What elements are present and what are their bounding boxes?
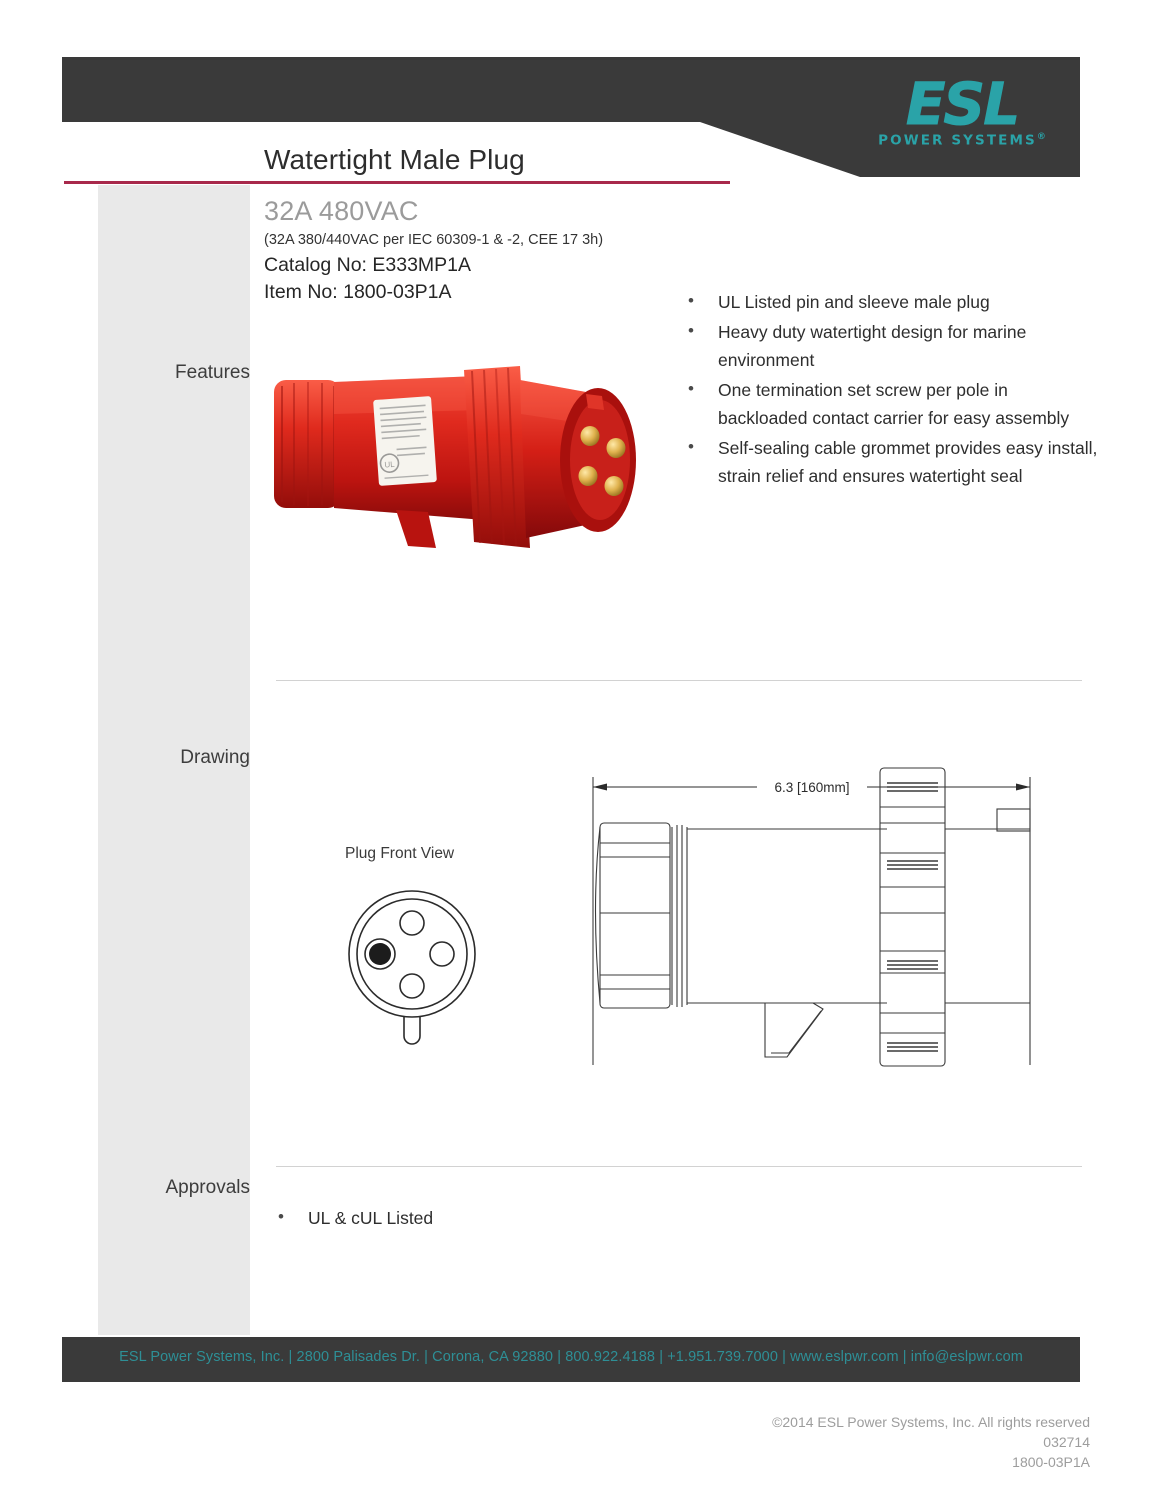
list-item: • UL & cUL Listed	[270, 1208, 433, 1229]
side-view-nose	[945, 777, 1030, 1065]
photo-pin	[607, 438, 626, 458]
side-view-grip-ring	[880, 768, 945, 1066]
logo-wordmark: ESL	[905, 70, 1019, 138]
svg-text:UL: UL	[384, 459, 396, 470]
dimension-length	[593, 777, 1030, 1065]
front-view-pin-right	[430, 942, 454, 966]
spec-catalog-number: Catalog No: E333MP1A	[264, 254, 472, 276]
photo-pin-face	[560, 388, 636, 532]
copyright-line: ©2014 ESL Power Systems, Inc. All rights reserved	[772, 1414, 1090, 1430]
list-item: • UL Listed pin and sleeve male plug	[680, 288, 1100, 317]
section-label-drawing: Drawing	[180, 747, 250, 768]
photo-pin	[581, 426, 600, 446]
revision-date: 032714	[1043, 1434, 1090, 1450]
front-view-pin-bottom	[400, 974, 424, 998]
spec-voltage-rating: 32A 480VAC	[264, 196, 419, 226]
photo-grommet-nut	[274, 380, 340, 508]
dimension-length-label: 6.3 [160mm]	[774, 780, 850, 795]
footer-contact-line: ESL Power Systems, Inc. | 2800 Palisades Dr. | Corona, CA 92880 | 800.922.4188 | +1.951.739.7000 | www.eslpwr.com | info@eslpwr.com	[119, 1349, 1023, 1365]
features-list	[680, 288, 1100, 492]
front-view-pin-top	[400, 911, 424, 935]
copyright-block	[772, 1412, 1090, 1472]
list-item: • Self-sealing cable grommet provides easy install, strain relief and ensures watertight seal	[680, 434, 1100, 491]
front-view-caption: Plug Front View	[345, 845, 455, 862]
list-item: • Heavy duty watertight design for marine environment	[680, 318, 1100, 375]
section-label-approvals: Approvals	[165, 1177, 250, 1198]
section-label-features: Features	[175, 362, 250, 383]
photo-pin	[579, 466, 598, 486]
side-view-grommet-nut	[596, 823, 671, 1008]
side-view-body	[687, 829, 887, 1003]
photo-ul-label	[373, 396, 437, 486]
registered-mark-icon: ®	[1036, 132, 1046, 143]
plug-side-view-drawing	[575, 765, 1050, 1070]
side-view-mounting-tab	[765, 1003, 823, 1057]
front-view-keyway	[404, 1017, 420, 1044]
page-title: Watertight Male Plug	[264, 144, 525, 175]
spec-standard-reference: (32A 380/440VAC per IEC 60309-1 & -2, CEE 17 3h)	[264, 232, 604, 248]
document-part-number: 1800-03P1A	[1012, 1454, 1090, 1470]
section-divider-drawing	[276, 680, 1082, 681]
product-photo-male-plug	[268, 352, 664, 588]
photo-pin	[605, 476, 624, 496]
front-view-ground-pin	[369, 943, 391, 965]
list-item: • One termination set screw per pole in backloaded contact carrier for easy assembly	[680, 376, 1100, 433]
photo-grip-ring	[464, 366, 530, 548]
esl-logo	[862, 70, 1062, 149]
title-accent-rule	[64, 181, 730, 184]
photo-mounting-tab	[396, 510, 436, 548]
side-view-thread-collar	[672, 825, 687, 1007]
photo-nose-key	[586, 394, 604, 410]
plug-front-view-drawing	[332, 880, 492, 1045]
spec-item-number: Item No: 1800-03P1A	[264, 281, 452, 303]
approvals-list	[270, 1208, 433, 1229]
logo-tagline-text: POWER SYSTEMS	[878, 132, 1037, 149]
section-divider-approvals	[276, 1166, 1082, 1167]
logo-tagline	[862, 132, 1062, 149]
